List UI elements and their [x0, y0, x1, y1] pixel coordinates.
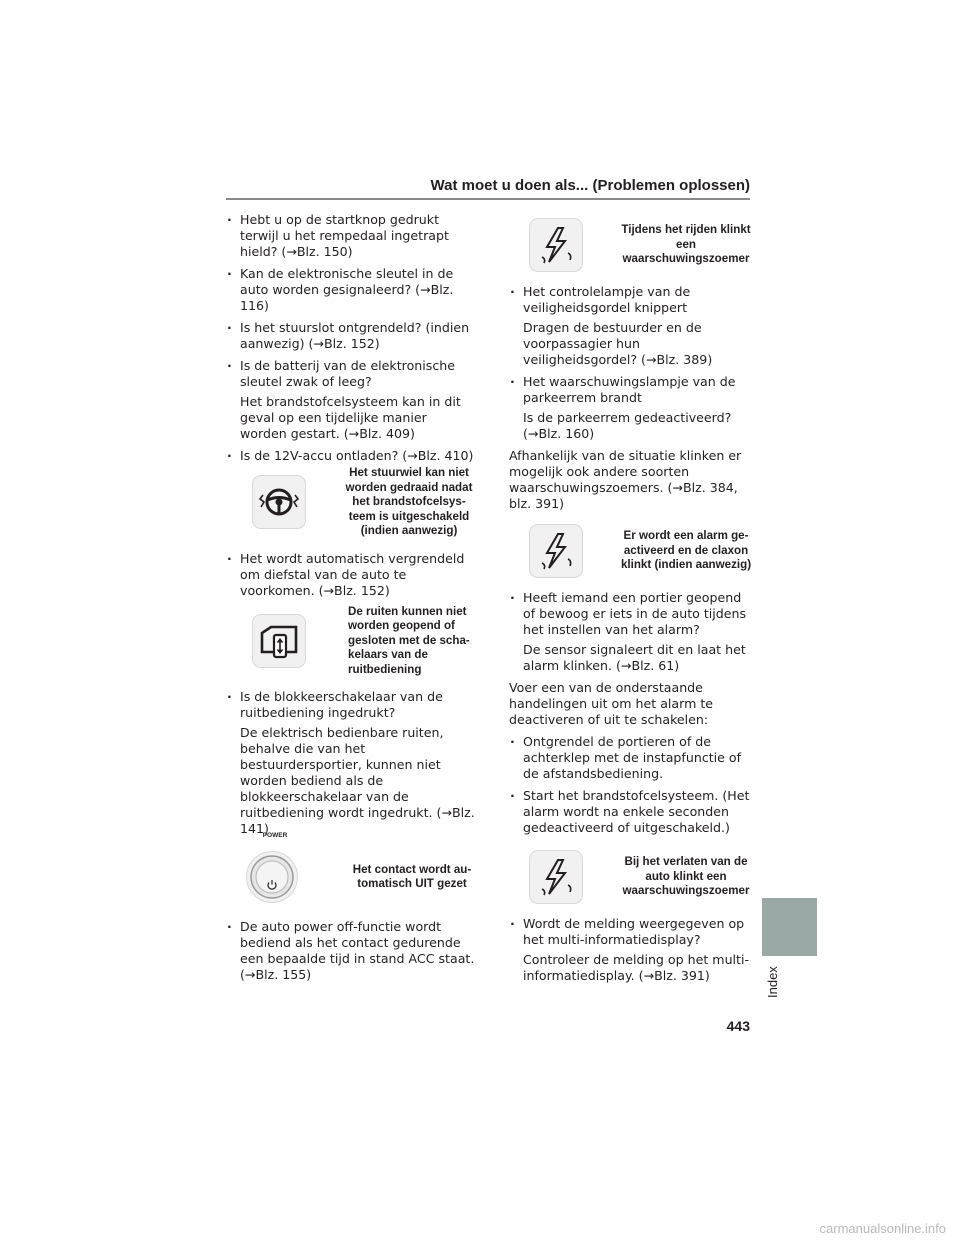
list-item-text: · Kan de elektronische sleutel in de auto worden gesignaleerd? (→Blz. 116) [240, 266, 454, 313]
list-item-text: · Is de batterij van de elektronische sleutel zwak of leeg? [240, 358, 455, 389]
page-header-title: Wat moet u doen als... (Problemen oplossen) [430, 177, 750, 194]
list-item-text: · Is het stuurslot ontgrendeld? (indien aanwezig) (→Blz. 152) [240, 320, 470, 351]
window-switch-icon [252, 614, 306, 668]
list-item-subtext: Dragen de bestuurder en de voorpassagier hun veiligheidsgordel? (→Blz. 389) [523, 320, 713, 367]
driving-caption: Tijdens het rijden klinkt een waarschuwingszoemer [621, 223, 751, 266]
list-item [509, 374, 754, 442]
index-label-text: Index [765, 966, 780, 998]
list-item-subtext: Het brandstofcelsysteem kan in dit geval op een tijdelijke manier worden gestart. (→Blz. 409) [240, 394, 461, 441]
list-item-text: · Is de 12V-accu ontladen? (→Blz. 410) [240, 448, 474, 463]
steering-caption: Het stuurwiel kan niet worden gedraaid nadat het brandstofcelsys-teem is uitgeschakeld (indien aanwezig) [345, 466, 473, 537]
index-tab-label [762, 962, 782, 1002]
leaving-section-heading [509, 850, 754, 904]
driving-note: Afhankelijk van de situatie klinken er mogelijk ook andere soorten waarschuwingszoemers. (→Blz. 384, blz. 391) [509, 448, 742, 511]
list-item-text: · Wordt de melding weergegeven op het multi-informatiedisplay? [523, 916, 745, 947]
list-item [509, 590, 754, 674]
list-item-subtext: De elektrisch bedienbare ruiten, behalve die van het bestuurdersportier, kunnen niet worden bediend als de blokkeerschakelaar van de ruitbediening wordt ingedrukt. (→Blz. 141) [240, 725, 475, 836]
driving-section-heading [509, 218, 754, 272]
list-item [226, 448, 476, 464]
list-item [509, 284, 754, 368]
list-item [226, 358, 476, 442]
leaving-buzzer-icon [529, 850, 583, 904]
windows-section-heading [226, 605, 476, 678]
steering-section-heading [226, 466, 476, 539]
list-item [509, 788, 754, 836]
list-item [509, 734, 754, 782]
header-divider [226, 198, 750, 200]
power-button-icon [246, 851, 298, 903]
list-item [226, 320, 476, 352]
list-item [226, 212, 476, 260]
alarm-caption: Er wordt een alarm ge-activeerd en de claxon klinkt (indien aanwezig) [620, 529, 752, 572]
list-item-text: · Ontgrendel de portieren of de achterklep met de instapfunctie of de afstandsbediening. [523, 734, 742, 781]
list-item-text: · Heeft iemand een portier geopend of bewoog er iets in de auto tijdens het instellen van het alarm? [523, 590, 747, 637]
list-item-subtext: Controleer de melding op het multi-informatiedisplay. (→Blz. 391) [523, 952, 750, 983]
power-button-label: POWER [262, 832, 288, 839]
left-column [226, 212, 476, 989]
list-item-text: · Is de blokkeerschakelaar van de ruitbediening ingedrukt? [240, 689, 443, 720]
list-item-text: · De auto power off-functie wordt bediend als het contact gedurende een bepaalde tijd in stand ACC staat. (→Blz. 155) [240, 919, 475, 982]
list-item-text: · Het waarschuwingslampje van de parkeerrem brandt [523, 374, 736, 405]
list-item [509, 916, 754, 984]
power-section-heading [226, 851, 476, 903]
list-item-text: · Hebt u op de startknop gedrukt terwijl u het rempedaal ingetrapt hield? (→Blz. 150) [240, 212, 449, 259]
leaving-caption: Bij het verlaten van de auto klinkt een waarschuwingszoemer [622, 855, 750, 898]
right-column [509, 212, 754, 990]
list-item-subtext: Is de parkeerrem gedeactiveerd? (→Blz. 160) [523, 410, 732, 441]
list-item-subtext: De sensor signaleert dit en laat het alarm klinken. (→Blz. 61) [523, 642, 746, 673]
index-tab[interactable] [762, 898, 817, 956]
warning-buzzer-icon [529, 218, 583, 272]
power-caption: Het contact wordt au-tomatisch UIT gezet [352, 862, 472, 890]
list-item-text: · Het controlelampje van de veiligheidsgordel knippert [523, 284, 691, 315]
alarm-buzzer-icon [529, 524, 583, 578]
list-item [226, 266, 476, 314]
list-item [226, 919, 476, 983]
watermark: carmanualsonline.info [819, 1221, 946, 1236]
list-item [226, 689, 476, 837]
list-item [226, 551, 476, 599]
alarm-note: Voer een van de onderstaande handelingen uit om het alarm te deactiveren of uit te schakelen: [509, 680, 714, 727]
alarm-section-heading [509, 524, 754, 578]
list-item-text: · Start het brandstofcelsysteem. (Het alarm wordt na enkele seconden gedeactiveerd of uitgeschakeld.) [523, 788, 750, 835]
steering-wheel-icon [252, 475, 306, 529]
windows-caption: De ruiten kunnen niet worden geopend of gesloten met de scha-kelaars van de ruitbediening [348, 604, 470, 676]
list-item-text: · Het wordt automatisch vergrendeld om diefstal van de auto te voorkomen. (→Blz. 152) [240, 550, 465, 598]
page-number: 443 [726, 1018, 750, 1034]
